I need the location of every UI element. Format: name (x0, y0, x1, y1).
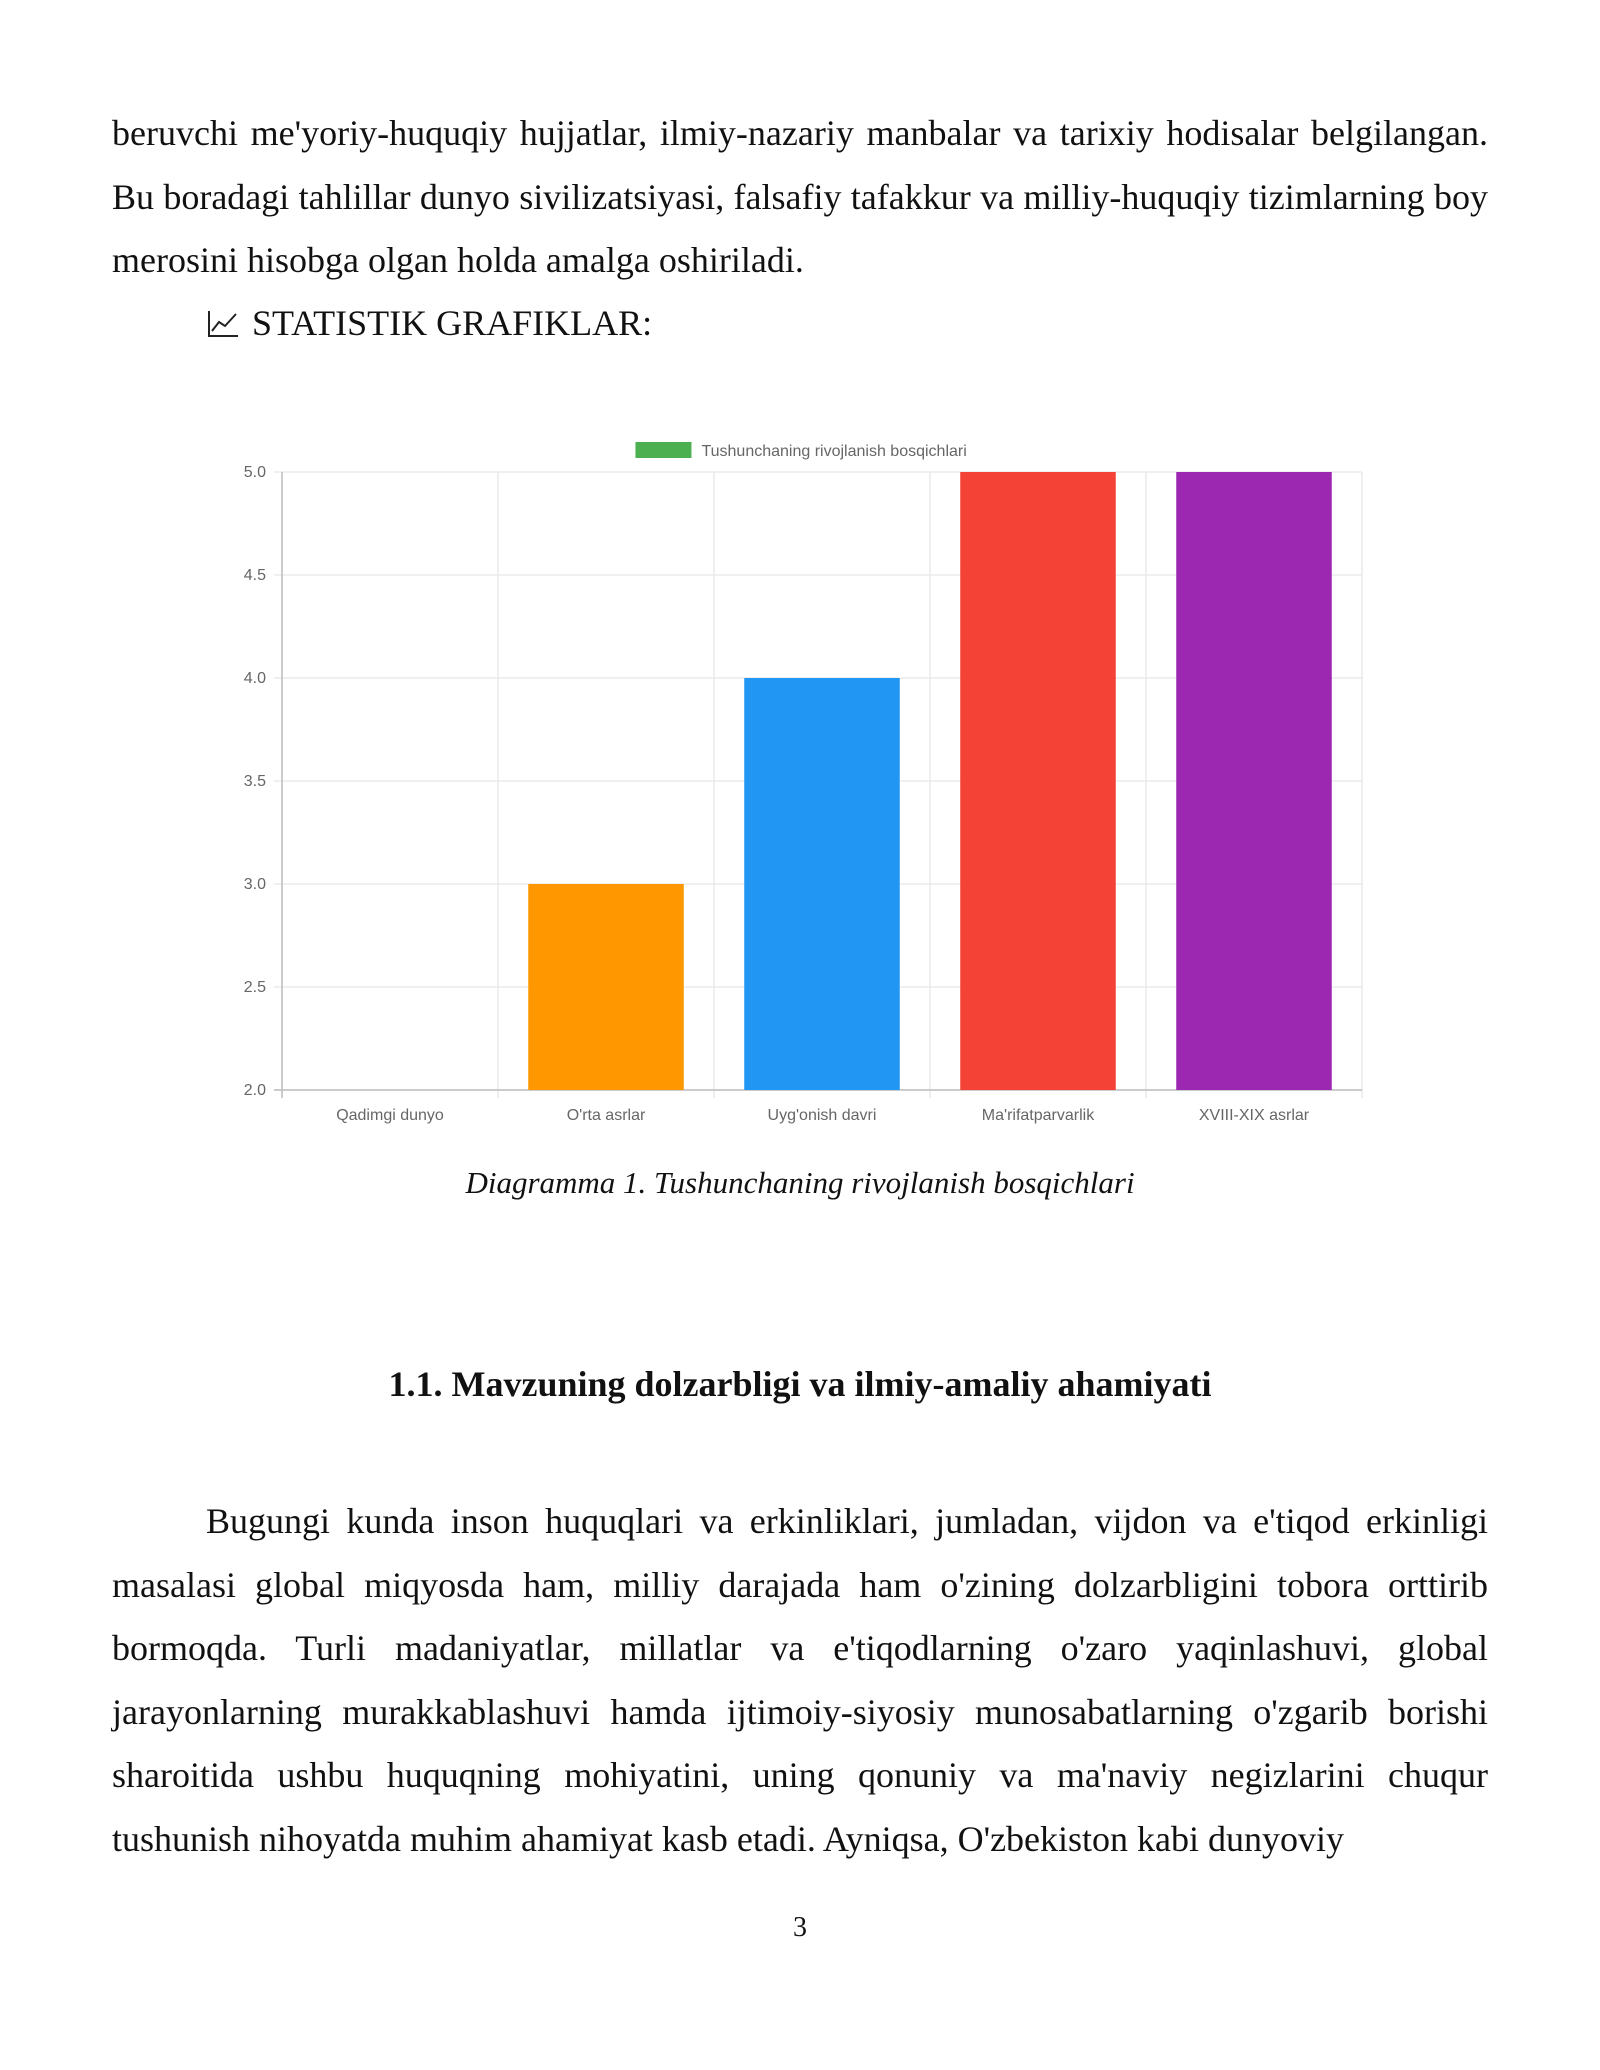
y-tick-label: 2.0 (243, 1082, 266, 1099)
y-tick-label: 4.5 (243, 567, 266, 584)
bar-chart (230, 430, 1380, 1150)
bar (528, 884, 684, 1090)
x-tick-label: Qadimgi dunyo (336, 1107, 444, 1124)
chart-legend (635, 442, 966, 460)
paragraph-top-text: beruvchi me'yoriy-huquqiy hujjatlar, ilmiy-nazariy manbalar va tarixiy hodisalar belgilangan. Bu boradagi tahlillar dunyo sivilizatsiyasi, falsafiy tafakkur va milliy-huquqiy tizimlarning boy merosini hisobga olgan holda amalga oshiriladi. (112, 113, 1488, 280)
paragraph-top (112, 102, 1488, 293)
legend-label: Tushunchaning rivojlanish bosqichlari (701, 443, 967, 460)
paragraph-bottom (112, 1490, 1488, 1871)
y-tick-label: 3.5 (243, 773, 266, 790)
x-tick-label: XVIII-XIX asrlar (1198, 1107, 1310, 1124)
bar (1176, 472, 1332, 1090)
x-tick-label: O'rta asrlar (566, 1107, 646, 1124)
bar (960, 472, 1116, 1090)
x-tick-label: Ma'rifatparvarlik (981, 1107, 1095, 1124)
page-number: 3 (793, 1912, 807, 1943)
y-tick-label: 2.5 (243, 979, 266, 996)
y-tick-label: 5.0 (243, 464, 266, 481)
y-tick-label: 3.0 (243, 876, 266, 893)
section-title: 1.1. Mavzuning dolzarbligi va ilmiy-amaliy ahamiyati (388, 1364, 1212, 1404)
x-tick-label: Uyg'onish davri (767, 1107, 877, 1124)
chart-increasing-icon (206, 309, 240, 339)
statistics-heading-label: STATISTIK GRAFIKLAR: (252, 303, 653, 343)
legend-swatch (635, 442, 691, 458)
x-axis-ticks (336, 1107, 1310, 1124)
y-tick-label: 4.0 (243, 670, 266, 687)
bar (744, 678, 900, 1090)
figure-caption: Diagramma 1. Tushunchaning rivojlanish bosqichlari (465, 1165, 1135, 1200)
paragraph-bottom-text: Bugungi kunda inson huquqlari va erkinliklari, jumladan, vijdon va e'tiqod erkinligi masalasi global miqyosda ham, milliy darajada ham o'zining dolzarbligini tobora orttirib bormoqda. Turli madaniyatlar, millatlar va e'tiqodlarning o'zaro yaqinlashuvi, global jarayonlarning murakkablashuvi hamda ijtimoiy-siyosiy munosabatlarning o'zgarib borishi sharoitida ushbu huquqning mohiyatini, uning qonuniy va ma'naviy negizlarini chuqur tushunish nihoyatda muhim ahamiyat kasb etadi. Ayniqsa, O'zbekiston kabi dunyoviy (112, 1501, 1488, 1859)
y-axis-ticks (244, 464, 266, 1099)
bar-chart-svg (230, 430, 1380, 1150)
statistics-heading (206, 292, 652, 355)
